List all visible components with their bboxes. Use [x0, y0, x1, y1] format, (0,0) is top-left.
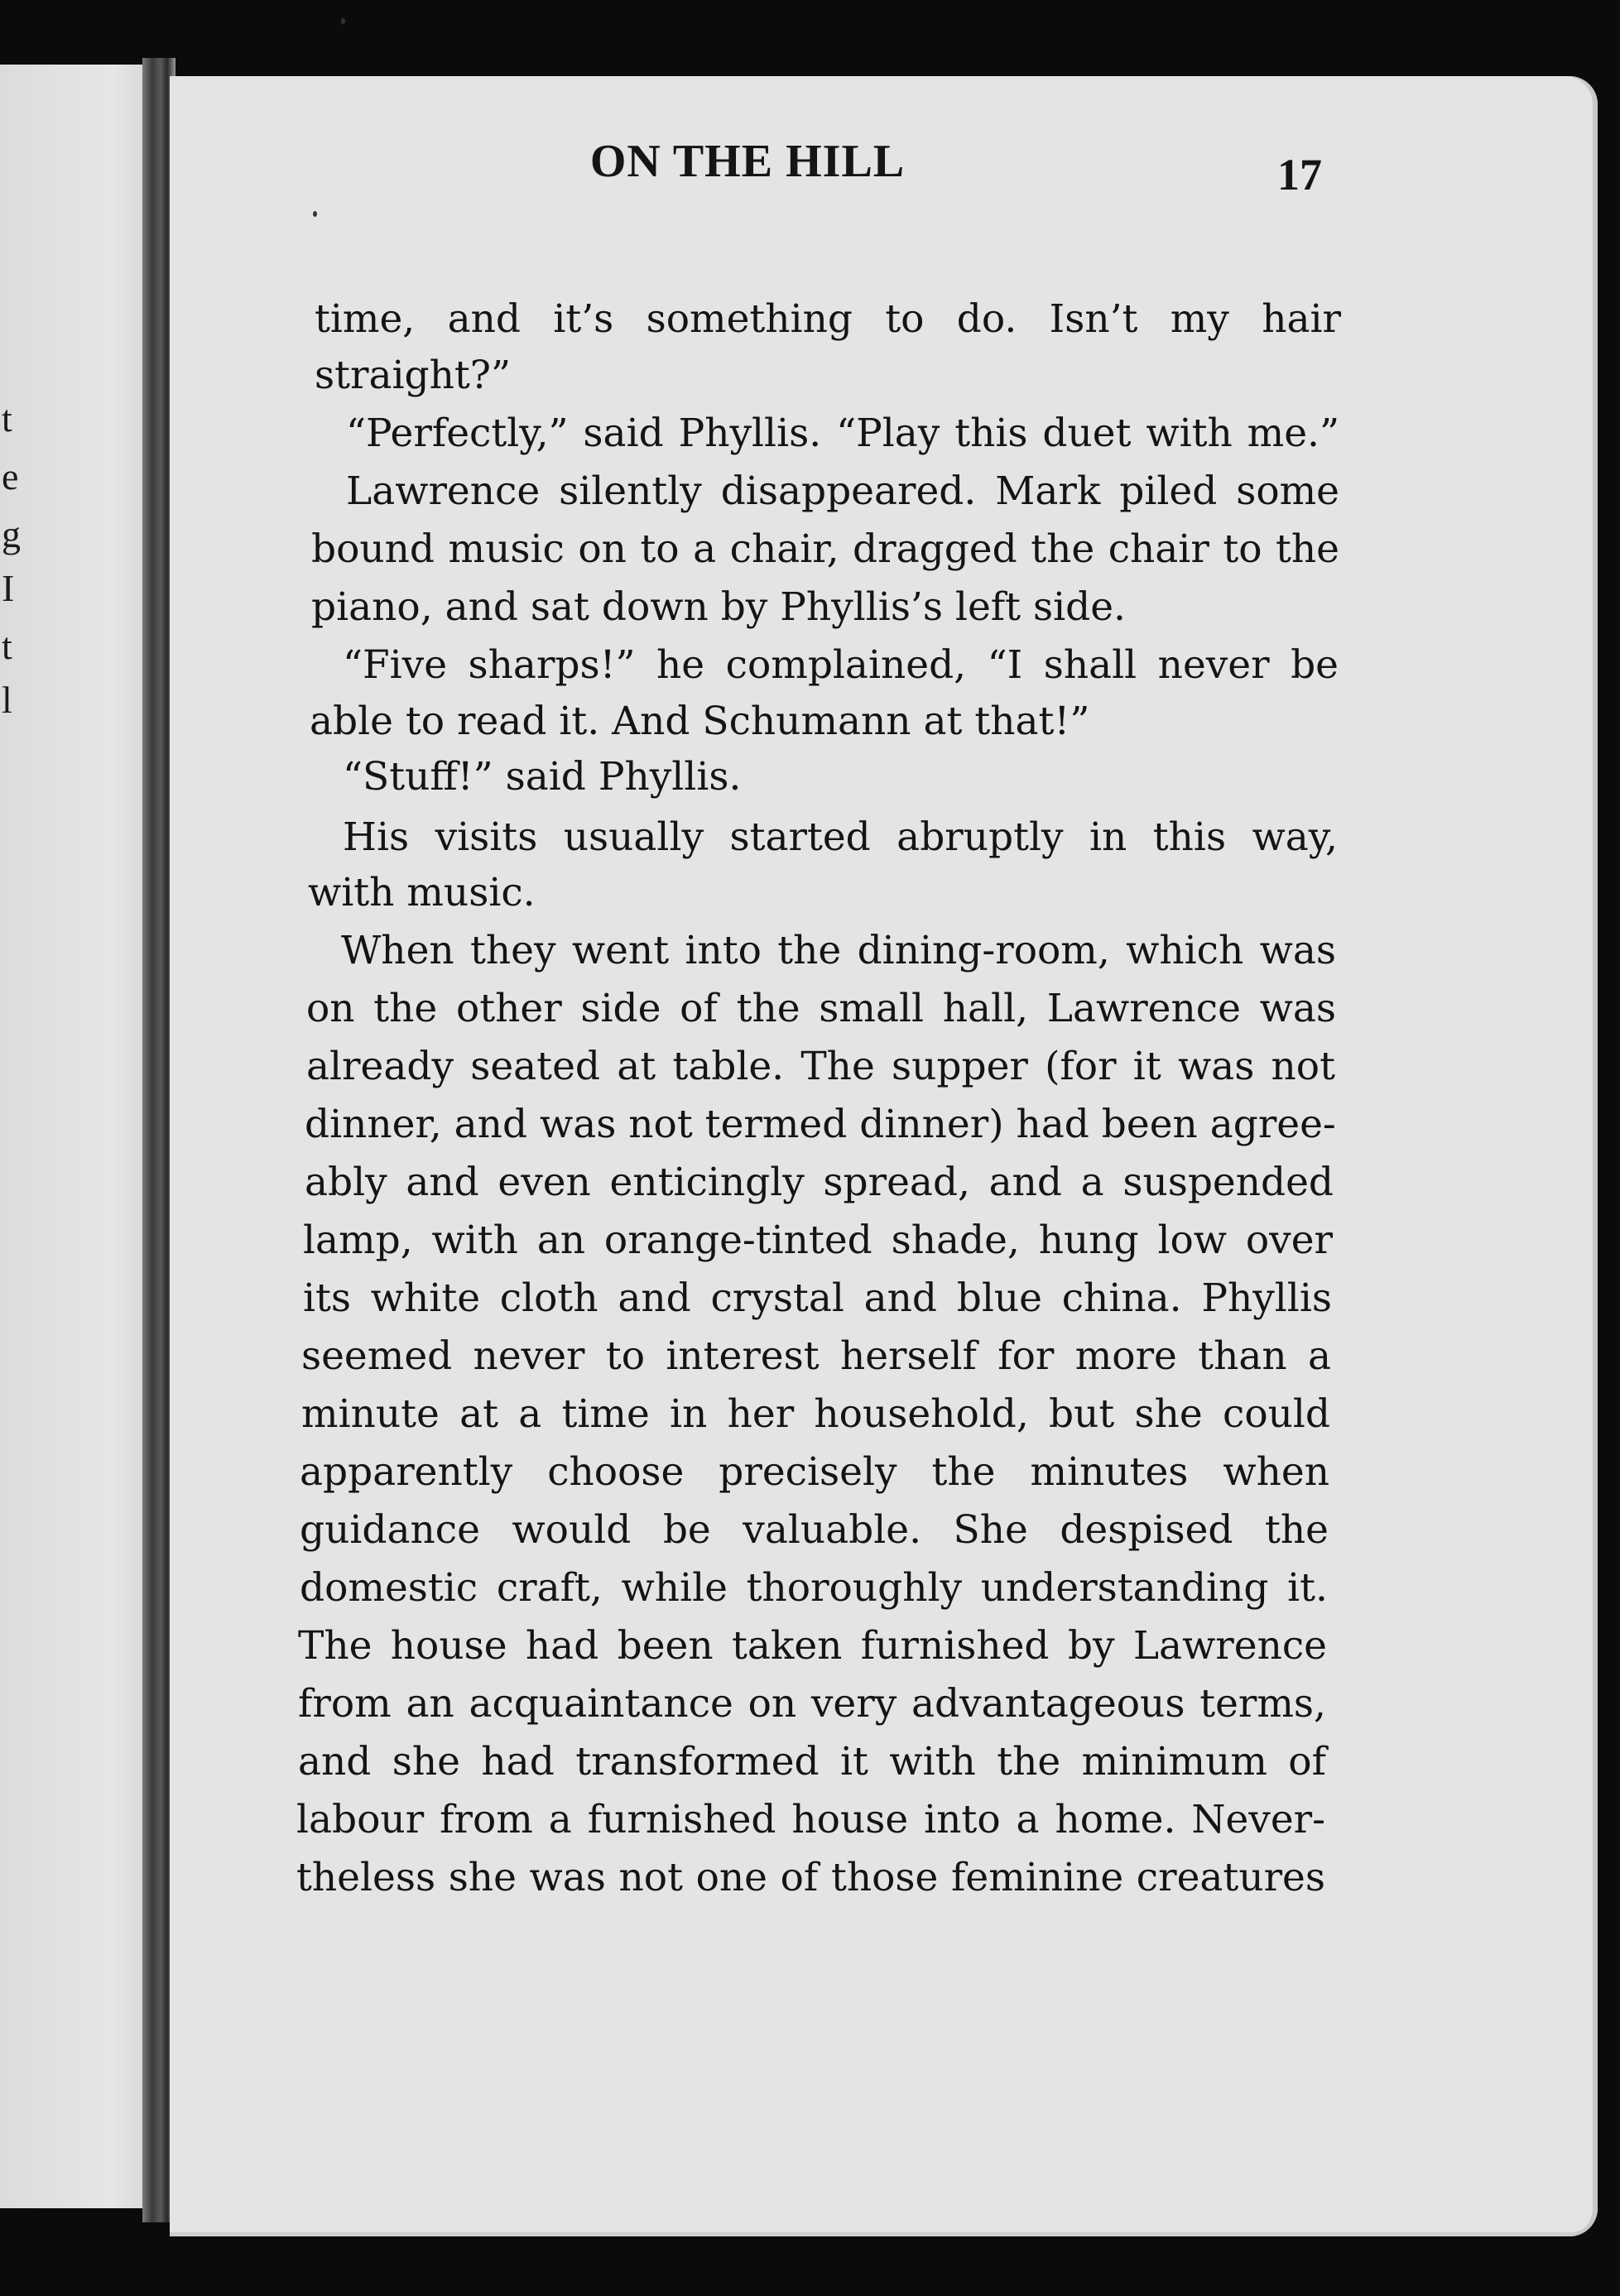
text-line: domestic craft, while thoroughly understanding it.: [300, 1565, 1328, 1611]
left-page-fragment: t: [2, 397, 12, 440]
text-line: His visits usually started abruptly in this way,: [343, 814, 1338, 860]
left-page-fragment: l: [2, 679, 12, 721]
text-line: When they went into the dining-room, which was: [341, 928, 1336, 973]
text-line: bound music on to a chair, dragged the chair to the: [311, 526, 1339, 572]
text-line: its white cloth and crystal and blue china. Phyllis: [303, 1275, 1332, 1321]
text-line: “Five sharps!” he complained, “I shall never be: [343, 642, 1339, 688]
book-page: [170, 76, 1598, 2236]
text-line: “Stuff!” said Phyllis.: [343, 754, 742, 800]
text-line: able to read it. And Schumann at that!”: [310, 699, 1090, 744]
text-line: labour from a furnished house into a home. Never-: [296, 1797, 1325, 1842]
text-line: lamp, with an orange-tinted shade, hung low over: [303, 1218, 1333, 1263]
text-line: guidance would be valuable. She despised the: [300, 1507, 1329, 1553]
left-page-fragment: e: [2, 455, 19, 497]
dust-speck: [313, 211, 317, 217]
text-line: “Perfectly,” said Phyllis. “Play this duet with me.”: [346, 411, 1339, 456]
text-line: dinner, and was not termed dinner) had been agree-: [305, 1102, 1336, 1147]
text-line: with music.: [308, 870, 536, 915]
page-number: 17: [1277, 150, 1322, 199]
text-line: theless she was not one of those feminine creatures: [296, 1855, 1325, 1900]
left-page-fragment: g: [2, 513, 21, 555]
left-page-edge: [0, 65, 161, 2208]
text-line: time, and it’s something to do. Isn’t my hair: [315, 296, 1341, 342]
text-line: Lawrence silently disappeared. Mark piled some: [346, 468, 1339, 514]
running-head: ON THE HILL: [589, 136, 906, 187]
text-line: straight?”: [315, 353, 511, 398]
text-line: and she had transformed it with the minimum of: [298, 1739, 1326, 1784]
text-line: ably and even enticingly spread, and a suspended: [305, 1160, 1334, 1205]
text-line: from an acquaintance on very advantageous terms,: [298, 1681, 1326, 1727]
text-line: seemed never to interest herself for more than a: [301, 1333, 1331, 1379]
left-page-fragment: t: [2, 625, 12, 667]
dust-speck: [341, 18, 345, 24]
text-line: already seated at table. The supper (for it was not: [306, 1044, 1335, 1089]
text-line: piano, and sat down by Phyllis’s left side.: [311, 584, 1126, 630]
text-line: on the other side of the small hall, Lawrence was: [306, 986, 1336, 1031]
text-line: apparently choose precisely the minutes when: [300, 1449, 1329, 1495]
left-page-fragment: I: [2, 567, 15, 609]
text-line: minute at a time in her household, but she could: [301, 1391, 1330, 1437]
text-line: The house had been taken furnished by Lawrence: [298, 1623, 1327, 1669]
